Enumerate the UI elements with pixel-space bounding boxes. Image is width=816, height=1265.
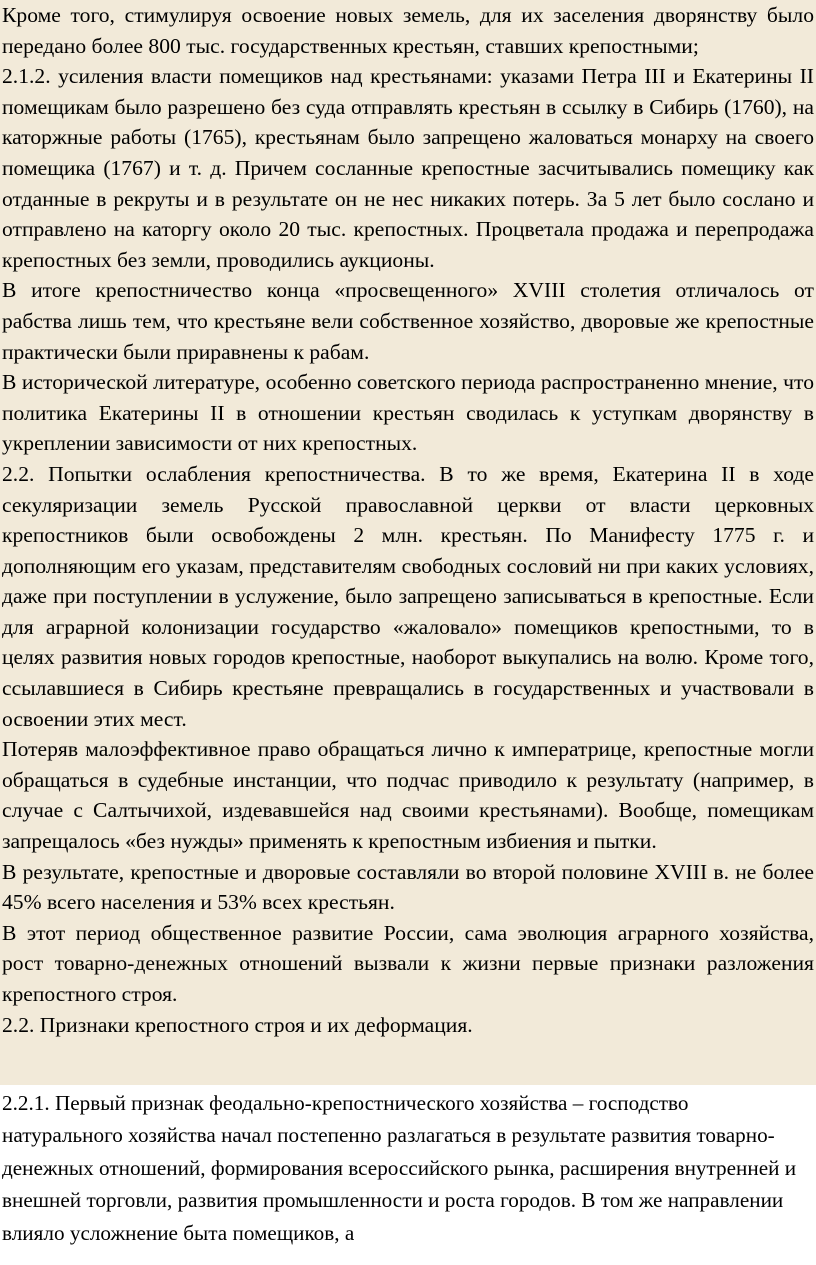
section-heading-signs: 2.2. Признаки крепостного строя и их деформация.: [2, 1012, 473, 1037]
paragraph-landlord-power: 2.1.2. усиления власти помещиков над крестьянами: указами Петра III и Екатерины II помещикам было разрешено без суда отправлять крестьян в ссылку в Сибирь (1760), на каторжные работы (1765), крестьянам было запрещено жаловаться монарху на своего помещика (1767) и т. д. Причем сосланные крепостные засчитывались помещику как отданные в рекруты и в результате он не нес никаких потерь. За 5 лет было сослано и отправлено на каторгу около 20 тыс. крепостных. Процветала продажа и перепродажа крепостных без земли, проводились аукционы.: [2, 64, 814, 272]
paragraph-serfdom-slavery: В итоге крепостничество конца «просвещенного» XVIII столетия отличалось от рабства лишь тем, что крестьяне вели собственное хозяйство, дворовые же крепостные практически были приравнены к рабам.: [2, 278, 814, 364]
paragraph-result-stats: В результате, крепостные и дворовые составляли во второй половине XVIII в. не более 45% всего населения и 53% всех крестьян.: [2, 859, 814, 915]
paragraph-historical-literature: В исторической литературе, особенно советского периода распространенно мнение, что политика Екатерины II в отношении крестьян сводилась к уступкам дворянству в укреплении зависимости от них крепостных.: [2, 370, 814, 456]
paragraph-land-settlement: Кроме того, стимулируя освоение новых земель, для их заселения дворянству было передано более 800 тыс. государственных крестьян, ставших крепостными;: [2, 3, 814, 58]
paragraph-first-sign: 2.2.1. Первый признак феодально-крепостнического хозяйства – господство натурального хозяйства начал постепенно разлагаться в результате развития товарно-денежных отношений, формирования всероссийского рынка, расширения внутренней и внешней торговли, развития промышленности и роста городов. В том же направлении влияло усложнение быта помещиков, а: [2, 1091, 797, 1245]
plain-text-block: [0, 1085, 816, 1265]
paragraph-decline: В этот период общественное развитие России, сама эволюция аграрного хозяйства, рост товарно-денежных отношений вызвали к жизни первые признаки разложения крепостного строя.: [2, 920, 814, 1006]
paragraph-weakening-serfdom: 2.2. Попытки ослабления крепостничества. В то же время, Екатерина II в ходе секуляризации земель Русской православной церкви от власти церковных крепостников были освобождены 2 млн. крестьян. По Манифесту 1775 г. и дополняющим его указам, представителям свободных сословий ни при каких условиях, даже при поступлении в услужение, было запрещено записываться в крепостные. Если для аграрной колонизации государство «жаловало» помещиков крепостными, то в целях развития новых городов крепостные, наоборот выкупались на волю. Кроме того, ссылавшиеся в Сибирь крестьяне превращались в государственных и участвовали в освоении этих мест.: [2, 461, 814, 731]
paragraph-courts: Потеряв малоэффективное право обращаться лично к императрице, крепостные могли обращаться в судебные инстанции, что подчас приводило к результату (например, в случае с Салтычихой, издевавшейся над своими крестьянами). Вообще, помещикам запрещалось «без нужды» применять к крепостным избиения и пытки.: [2, 737, 814, 854]
